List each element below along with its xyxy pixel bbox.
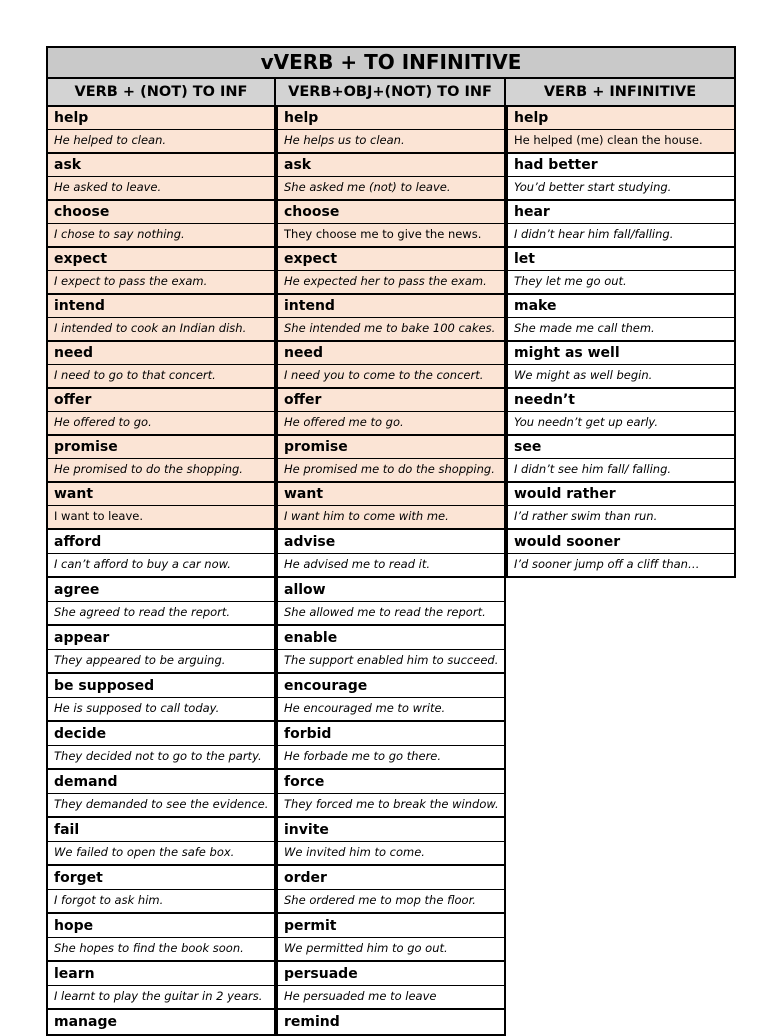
verb-label: learn [54, 966, 95, 982]
verb-label: expect [284, 251, 338, 267]
example-sentence: He advised me to read it. [278, 553, 504, 576]
example-sentence: The support enabled him to succeed. [278, 649, 504, 672]
verb-entry [276, 436, 506, 483]
page-title: vVERB + TO INFINITIVE [46, 46, 736, 79]
example-sentence: I’d sooner jump off a cliff than… [508, 553, 734, 576]
verb-entry [46, 530, 276, 578]
verb-label: allow [284, 582, 326, 598]
verb-label: choose [284, 204, 340, 220]
verb-entry [506, 154, 736, 201]
verb-entry [276, 389, 506, 436]
example-sentence: We permitted him to go out. [278, 937, 504, 960]
verb-entry [276, 201, 506, 248]
example-sentence: She agreed to read the report. [48, 601, 274, 624]
example-sentence: They forced me to break the window. [278, 793, 504, 816]
verb-entry [506, 107, 736, 154]
verb-label: ask [284, 157, 312, 173]
example-sentence: She intended me to bake 100 cakes. [278, 317, 504, 340]
example-sentence: They appeared to be arguing. [48, 649, 274, 672]
verb-label: make [514, 298, 557, 314]
verb-label: forbid [284, 726, 332, 742]
example-sentence: He persuaded me to leave [278, 985, 504, 1008]
verb-label: offer [284, 392, 322, 408]
header-verb-infinitive: VERB + INFINITIVE [506, 79, 736, 107]
verb-label: persuade [284, 966, 358, 982]
verb-label: choose [54, 204, 110, 220]
verb-entry [46, 770, 276, 818]
verb-entry [46, 389, 276, 436]
example-sentence: They choose me to give the news. [278, 223, 504, 246]
example-sentence: I learnt to play the guitar in 2 years. [48, 985, 274, 1008]
verb-entry [276, 914, 506, 962]
column-verb-obj-to-inf [276, 107, 506, 1036]
example-sentence: She allowed me to read the report. [278, 601, 504, 624]
example-sentence: He promised me to do the shopping. [278, 458, 504, 481]
example-sentence: We invited him to come. [278, 841, 504, 864]
verb-label: demand [54, 774, 118, 790]
verb-label: advise [284, 534, 336, 550]
verb-label: forget [54, 870, 103, 886]
verb-entry [276, 342, 506, 389]
verb-label: want [284, 486, 324, 502]
verb-label: enable [284, 630, 338, 646]
verb-table [46, 46, 736, 1030]
verb-label: fail [54, 822, 80, 838]
verb-entry [46, 295, 276, 342]
verb-entry [46, 818, 276, 866]
example-sentence: He helps us to clean. [278, 129, 504, 152]
column-headers [46, 79, 736, 107]
verb-label: hope [54, 918, 94, 934]
example-sentence: He asked to leave. [48, 176, 274, 199]
verb-entry [46, 248, 276, 295]
example-sentence: I’d rather swim than run. [508, 505, 734, 528]
verb-entry [276, 107, 506, 154]
example-sentence: He offered me to go. [278, 411, 504, 434]
verb-entry [46, 866, 276, 914]
example-sentence: She hopes to find the book soon. [48, 937, 274, 960]
verb-label: afford [54, 534, 102, 550]
verb-entry [276, 674, 506, 722]
verb-label: intend [284, 298, 335, 314]
verb-entry [276, 530, 506, 578]
verb-label: help [54, 110, 89, 126]
example-sentence: He is supposed to call today. [48, 697, 274, 720]
example-sentence: She asked me (not) to leave. [278, 176, 504, 199]
example-sentence: You needn’t get up early. [508, 411, 734, 434]
verb-label: needn’t [514, 392, 575, 408]
verb-entry [46, 962, 276, 1010]
verb-entry [276, 1010, 506, 1036]
example-sentence: She made me call them. [508, 317, 734, 340]
example-sentence: I forgot to ask him. [48, 889, 274, 912]
example-sentence: I chose to say nothing. [48, 223, 274, 246]
example-sentence: I want him to come with me. [278, 505, 504, 528]
verb-entry [506, 436, 736, 483]
verb-entry [276, 770, 506, 818]
example-sentence: He encouraged me to write. [278, 697, 504, 720]
example-sentence: He offered to go. [48, 411, 274, 434]
verb-entry [276, 866, 506, 914]
example-sentence: He forbade me to go there. [278, 745, 504, 768]
verb-label: would sooner [514, 534, 621, 550]
verb-label: force [284, 774, 325, 790]
column-verb-to-inf [46, 107, 276, 1036]
verb-label: had better [514, 157, 598, 173]
verb-entry [276, 962, 506, 1010]
verb-label: help [514, 110, 549, 126]
example-sentence: I need to go to that concert. [48, 364, 274, 387]
verb-label: expect [54, 251, 108, 267]
verb-entry [46, 722, 276, 770]
verb-label: ask [54, 157, 82, 173]
example-sentence: He helped (me) clean the house. [508, 129, 734, 152]
example-sentence: We failed to open the safe box. [48, 841, 274, 864]
verb-label: manage [54, 1014, 117, 1030]
verb-entry [506, 201, 736, 248]
verb-entry [276, 295, 506, 342]
verb-entry [506, 248, 736, 295]
example-sentence: You’d better start studying. [508, 176, 734, 199]
example-sentence: I didn’t see him fall/ falling. [508, 458, 734, 481]
header-verb-to-inf: VERB + (NOT) TO INF [46, 79, 276, 107]
example-sentence: He helped to clean. [48, 129, 274, 152]
example-sentence: I intended to cook an Indian dish. [48, 317, 274, 340]
verb-label: promise [54, 439, 118, 455]
verb-label: intend [54, 298, 105, 314]
verb-label: be supposed [54, 678, 155, 694]
verb-entry [46, 914, 276, 962]
verb-label: would rather [514, 486, 616, 502]
example-sentence: I didn’t hear him fall/falling. [508, 223, 734, 246]
verb-label: want [54, 486, 94, 502]
table-body [46, 107, 736, 1030]
verb-label: invite [284, 822, 329, 838]
verb-entry [276, 248, 506, 295]
verb-label: hear [514, 204, 550, 220]
verb-entry [276, 578, 506, 626]
verb-entry [46, 436, 276, 483]
verb-entry [46, 342, 276, 389]
verb-label: promise [284, 439, 348, 455]
verb-label: need [284, 345, 323, 361]
example-sentence: I expect to pass the exam. [48, 270, 274, 293]
header-verb-obj-to-inf: VERB+OBJ+(NOT) TO INF [276, 79, 506, 107]
verb-entry [276, 483, 506, 530]
verb-entry [506, 530, 736, 578]
verb-label: might as well [514, 345, 620, 361]
verb-entry [276, 626, 506, 674]
verb-entry [506, 295, 736, 342]
verb-entry [506, 342, 736, 389]
verb-entry [276, 818, 506, 866]
verb-label: offer [54, 392, 92, 408]
verb-label: encourage [284, 678, 368, 694]
verb-entry [46, 201, 276, 248]
verb-entry [46, 578, 276, 626]
verb-label: let [514, 251, 535, 267]
verb-entry [506, 389, 736, 436]
verb-entry [506, 483, 736, 530]
verb-label: decide [54, 726, 107, 742]
verb-label: order [284, 870, 327, 886]
verb-entry [46, 626, 276, 674]
verb-label: agree [54, 582, 100, 598]
verb-entry [46, 674, 276, 722]
verb-entry [276, 154, 506, 201]
column-verb-infinitive [506, 107, 736, 578]
verb-label: help [284, 110, 319, 126]
example-sentence: He expected her to pass the exam. [278, 270, 504, 293]
verb-entry [46, 154, 276, 201]
verb-entry [276, 722, 506, 770]
verb-entry [46, 107, 276, 154]
verb-label: need [54, 345, 93, 361]
verb-label: see [514, 439, 542, 455]
example-sentence: He promised to do the shopping. [48, 458, 274, 481]
verb-entry [46, 1010, 276, 1036]
example-sentence: I need you to come to the concert. [278, 364, 504, 387]
verb-label: remind [284, 1014, 340, 1030]
example-sentence: They demanded to see the evidence. [48, 793, 274, 816]
example-sentence: I can’t afford to buy a car now. [48, 553, 274, 576]
verb-label: appear [54, 630, 110, 646]
example-sentence: She ordered me to mop the floor. [278, 889, 504, 912]
example-sentence: They decided not to go to the party. [48, 745, 274, 768]
example-sentence: They let me go out. [508, 270, 734, 293]
verb-entry [46, 483, 276, 530]
example-sentence: We might as well begin. [508, 364, 734, 387]
example-sentence: I want to leave. [48, 505, 274, 528]
verb-label: permit [284, 918, 337, 934]
